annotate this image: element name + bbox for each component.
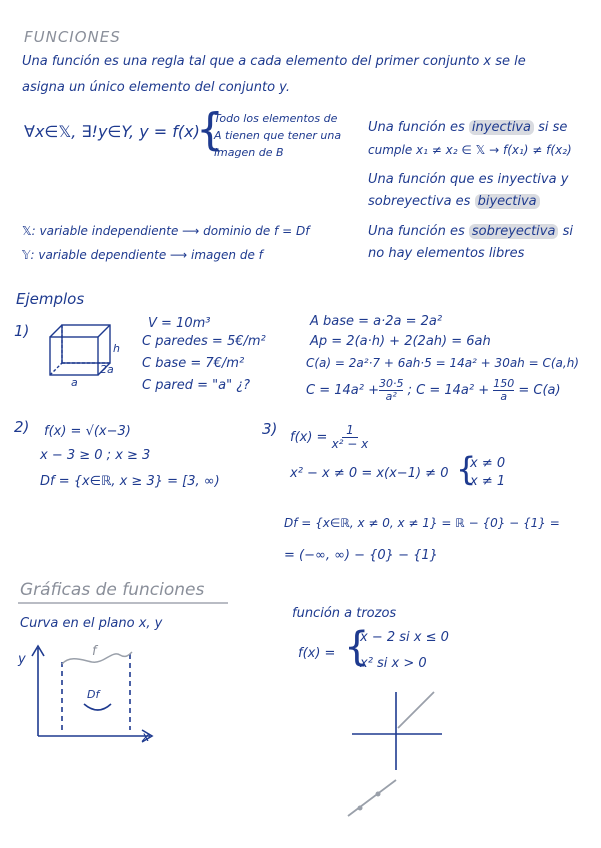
piecewise-case-1: x − 2 si x ≤ 0: [360, 630, 449, 645]
ex3-cond-1: x ≠ 0: [470, 456, 506, 471]
graph-domain-label: Df: [87, 688, 100, 701]
formula-note-3: imagen de B: [214, 146, 284, 159]
piecewise-brace: {: [344, 624, 370, 670]
bijective-highlight: biyectiva: [475, 194, 540, 209]
page-title: FUNCIONES: [24, 28, 121, 46]
ex1-cost-walls: C paredes = 5€/m²: [142, 334, 266, 349]
ex3-f-num: 1: [342, 424, 358, 438]
ex3-brace: {: [456, 450, 477, 488]
bijective-line-1: Una función que es inyectiva y: [368, 172, 569, 187]
box-label-2a: 2a: [100, 363, 114, 376]
surjective-text-b: si: [558, 224, 573, 239]
ex1-final-end: = C(a): [514, 383, 561, 398]
ex2-condition: x − 3 ≥ 0 ; x ≥ 3: [40, 448, 151, 463]
ex1-frac2-den: a: [500, 390, 508, 403]
piecewise-case-2: x² si x > 0: [360, 656, 427, 671]
ex3-f-lhs: f(x) =: [290, 430, 332, 445]
piecewise-heading: función a trozos: [292, 606, 397, 621]
surjective-line-2: no hay elementos libres: [368, 246, 525, 261]
formula-note-2: A tienen que tener una: [214, 129, 342, 142]
ex1-frac1-den: a²: [385, 390, 397, 403]
injective-text-b: si se: [533, 120, 568, 135]
example-2-number: 2): [14, 418, 30, 436]
ex1-area-walls: Ap = 2(a·h) + 2(2ah) = 6ah: [310, 334, 491, 349]
graph-axis-y: y: [18, 652, 26, 667]
injective-line-2: cumple x₁ ≠ x₂ ∈ 𝕏 → f(x₁) ≠ f(x₂): [368, 143, 572, 157]
ex3-cond-2: x ≠ 1: [470, 474, 506, 489]
graphs-curve-label: Curva en el plano x, y: [20, 616, 163, 631]
variable-y-line: 𝕐: variable dependiente ⟶ imagen de f: [22, 248, 263, 262]
injective-text-a: Una función es: [368, 120, 469, 135]
box-label-h: h: [113, 342, 120, 355]
ex1-frac2-num: 150: [493, 377, 515, 390]
ex1-frac1-num: 30·5: [378, 377, 404, 390]
ex3-domain-2: = (−∞, ∞) − {0} − {1}: [284, 548, 438, 563]
example-3-number: 3): [262, 420, 278, 438]
bijective-text-a: sobreyectiva es: [368, 194, 475, 209]
function-formula: ∀x∈𝕏, ∃!y∈Y, y = f(x): [24, 122, 200, 141]
ex1-cost-wall: C pared = "a" ¿?: [142, 378, 251, 393]
ex1-area-base: A base = a·2a = 2a²: [310, 314, 443, 329]
graph-axis-x: x: [142, 730, 150, 745]
ex2-function: f(x) = √(x−3): [44, 424, 131, 439]
ex1-cost-base: C base = 7€/m²: [142, 356, 245, 371]
surjective-highlight: sobreyectiva: [469, 224, 559, 239]
formula-brace: {: [196, 104, 224, 155]
examples-heading: Ejemplos: [16, 290, 85, 308]
variable-x-line: 𝕏: variable independiente ⟶ dominio de f = Df: [22, 224, 310, 238]
box-label-a: a: [71, 376, 78, 389]
formula-note-1: Todo los elementos de: [214, 112, 338, 125]
ex1-volume: V = 10m³: [148, 316, 211, 331]
ex1-final-a: C = 14a² +: [306, 383, 379, 398]
ex3-equation: x² − x ≠ 0 = x(x−1) ≠ 0: [290, 466, 449, 481]
ex1-final-mid: ; C = 14a² +: [403, 383, 494, 398]
graphs-heading: Gráficas de funciones: [20, 580, 205, 600]
injective-highlight: inyectiva: [469, 120, 534, 135]
ex3-f-den: x² − x: [331, 437, 369, 451]
surjective-text-a: Una función es: [368, 224, 469, 239]
piecewise-lhs: f(x) =: [298, 646, 336, 661]
ex2-domain: Df = {x∈ℝ, x ≥ 3} = [3, ∞): [40, 474, 220, 489]
definition-line-2: asigna un único elemento del conjunto y.: [22, 80, 290, 95]
definition-line-1: Una función es una regla tal que a cada elemento del primer conjunto x se le: [22, 54, 526, 69]
ex3-domain-1: Df = {x∈ℝ, x ≠ 0, x ≠ 1} = ℝ − {0} − {1} =: [284, 516, 560, 530]
ex1-cost-function: C(a) = 2a²·7 + 6ah·5 = 14a² + 30ah = C(a,h): [306, 356, 579, 370]
example-1-number: 1): [14, 322, 30, 340]
graph-curve-f: f: [92, 644, 97, 659]
